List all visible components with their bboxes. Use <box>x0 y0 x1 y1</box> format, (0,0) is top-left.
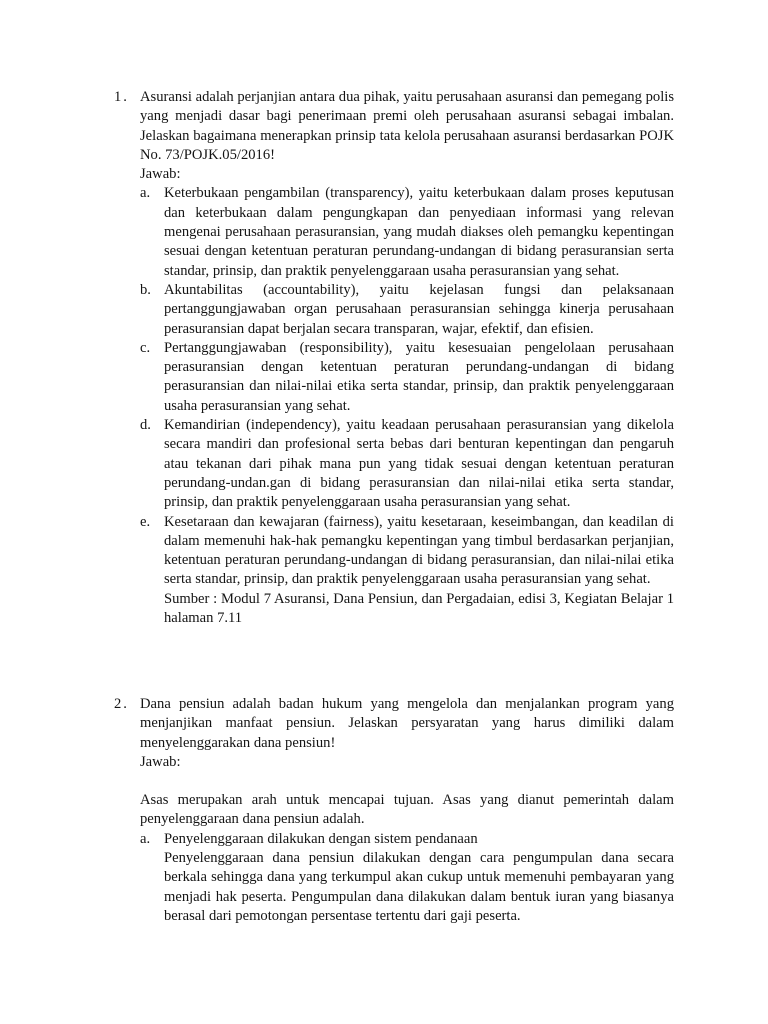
list-item <box>140 416 674 512</box>
list-marker: a. <box>140 830 151 847</box>
question-text: Dana pensiun adalah badan hukum yang mengelola dan menjalankan program yang menjanjikan manfaat pensiun. Jelaskan persyaratan yang harus dimiliki dalam menyelenggarakan dana pensiun! <box>140 696 674 751</box>
list-item-title: Penyelenggaraan dilakukan dengan sistem pendanaan <box>164 830 478 847</box>
question-2 <box>114 695 674 926</box>
list-item-text: Kemandirian (independency), yaitu keadaan perusahaan perasuransian yang dikelola secara mandiri dan profesional serta bebas dari benturan kepentingan dan pengaruh atau tekanan dari pihak mana pun yang tidak sesuai dengan ketentuan peraturan perundang-undan.gan di bidang perasuransian dan nilai-nilai etika serta standar, prinsip, dan praktik penyelenggaraan usaha perasuransian yang sehat. <box>164 417 674 511</box>
spacer <box>140 772 674 791</box>
question-number: 1. <box>114 89 129 105</box>
list-item-text: Akuntabilitas (accountability), yaitu kejelasan fungsi dan pelaksanaan pertanggungjawaban organ perusahaan perasuransian sehingga kinerja perusahaan perasuransian dapat berjalan secara transparan, wajar, efektif, dan efisien. <box>164 281 674 337</box>
list-item <box>140 513 674 629</box>
answer-intro: Asas merupakan arah untuk mencapai tujuan. Asas yang dianut pemerintah dalam penyelenggaraan dana pensiun adalah. <box>140 792 674 828</box>
list-item-text: Keterbukaan pengambilan (transparency), yaitu keterbukaan dalam proses keputusan dan keterbukaan dalam pengungkapan dan penyediaan informasi yang relevan mengenai perusahaan perasuransian, yang mudah diakses oleh pemangku kepentingan sesuai dengan ketentuan peraturan perundang-undangan di bidang perasuransian serta standar, prinsip, dan praktik penyelenggaraan usaha perasuransian yang sehat. <box>164 185 674 279</box>
list-marker: e. <box>140 513 151 530</box>
list-marker: b. <box>140 281 151 298</box>
question-number: 2. <box>114 696 129 712</box>
list-item <box>140 339 674 416</box>
list-marker: a. <box>140 185 151 202</box>
list-item-text: Kesetaraan dan kewajaran (fairness), yaitu kesetaraan, keseimbangan, dan keadilan di dalam memenuhi hak-hak pemangku kepentingan yang timbul berdasarkan perjanjian, ketentuan peraturan perundang-undangan di bidang perasuransian, dan nilai-nilai etika serta standar, prinsip, dan praktik penyelenggaraan usaha perasuransian yang sehat. <box>164 513 674 588</box>
answer-label: Jawab: <box>140 753 181 770</box>
list-item <box>140 830 674 926</box>
list-item <box>140 184 674 280</box>
list-marker: d. <box>140 417 151 434</box>
list-item-text: Penyelenggaraan dana pensiun dilakukan dengan cara pengumpulan dana secara berkala sehingga dana yang terkumpul akan cukup untuk memenuhi pembayaran yang menjadi hak peserta. Pengumpulan dana dilakukan dalam bentuk iuran yang biasanya berasal dari pemotongan persentase tertentu dari gaji peserta. <box>164 850 674 924</box>
list-item <box>140 281 674 339</box>
question-text: Asuransi adalah perjanjian antara dua pihak, yaitu perusahaan asuransi dan pemegang polis yang menjadi dasar bagi penerimaan premi oleh perusahaan asuransi sebagai imbalan. Jelaskan bagaimana menerapkan prinsip tata kelola perusahaan asuransi berdasarkan POJK No. 73/POJK.05/2016! <box>140 89 674 163</box>
answer-label: Jawab: <box>140 166 181 183</box>
question-1 <box>114 88 674 628</box>
list-item-text: Pertanggungjawaban (responsibility), yaitu kesesuaian pengelolaan perusahaan perasuransian dengan ketentuan peraturan perundang-undangan di bidang perasuransian dan nilai-nilai etika serta standar, prinsip, dan praktik penyelenggaraan usaha perasuransian yang sehat. <box>164 339 674 414</box>
source-citation: Sumber : Modul 7 Asuransi, Dana Pensiun, dan Pergadaian, edisi 3, Kegiatan Belajar 1 halaman 7.11 <box>164 590 674 627</box>
list-marker: c. <box>140 339 151 356</box>
